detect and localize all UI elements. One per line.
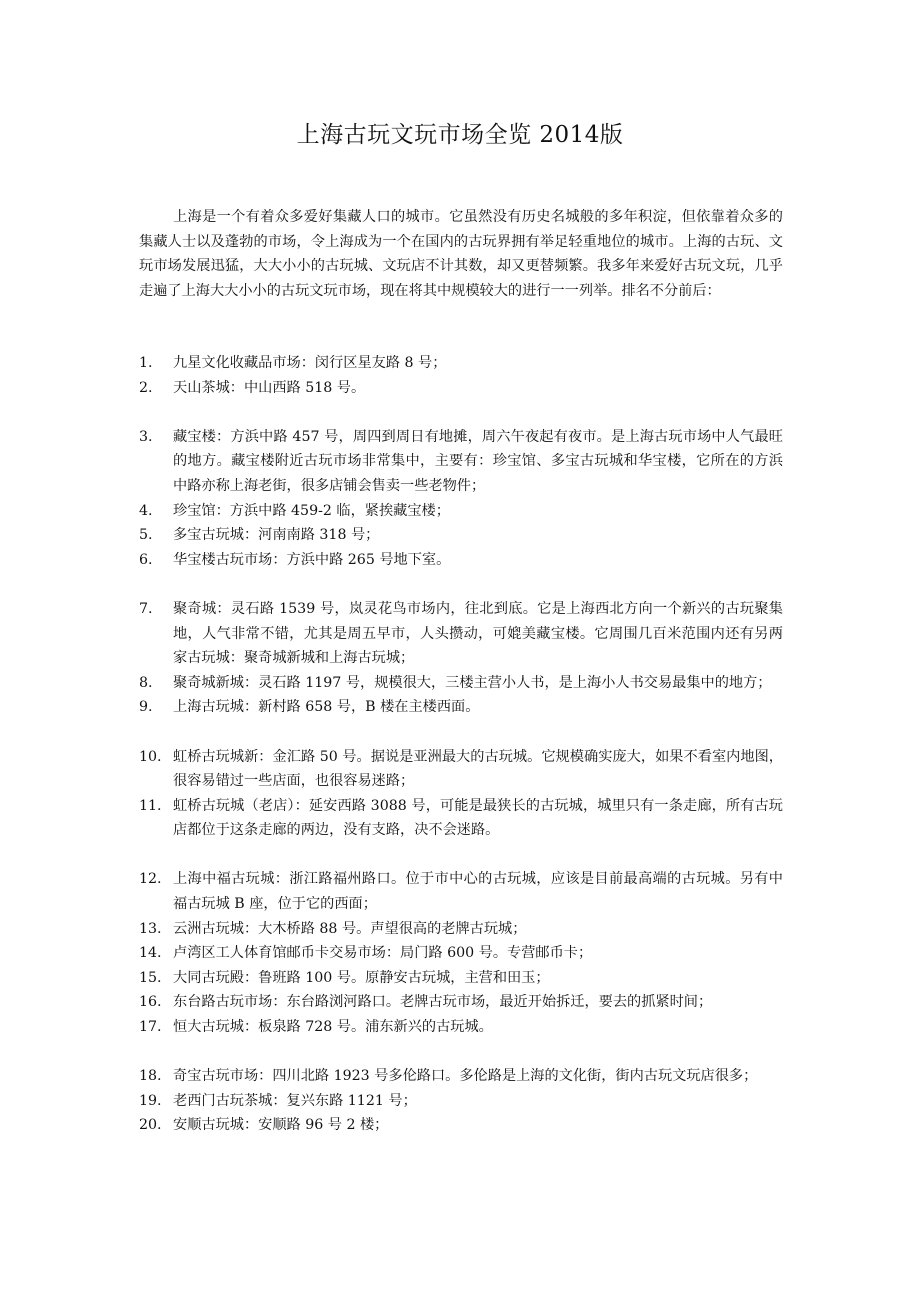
list-item (139, 351, 783, 376)
list-item-number: 14. (139, 945, 162, 962)
list-item (139, 548, 783, 573)
list-item (139, 671, 783, 696)
list-item-number: 5. (139, 527, 153, 544)
list-item (139, 990, 783, 1015)
list-item-text: 虹桥古玩城新：金汇路 50 号。据说是亚洲最大的古玩城。它规模确实庞大，如果不看室内地图，很容易错过一些店面，也很容易迷路； (173, 748, 783, 790)
list-item-text: 上海古玩城：新村路 658 号，B 楼在主楼西面。 (173, 699, 480, 716)
list-item-text: 云洲古玩城：大木桥路 88 号。声望很高的老牌古玩城； (173, 920, 527, 937)
list-item-number: 19. (139, 1092, 162, 1109)
list-item-text: 藏宝楼：方浜中路 457 号，周四到周日有地摊，周六午夜起有夜市。是上海古玩市场中人气最旺的地方。藏宝楼附近古玩市场非常集中，主要有：珍宝馆、多宝古玩城和华宝楼，它所在的方浜中路亦称上海老街，很多店铺会售卖一些老物件； (173, 428, 783, 494)
list-item-number: 8. (139, 674, 153, 691)
list-item-number: 16. (139, 994, 162, 1011)
list-item-number: 18. (139, 1068, 162, 1085)
list-item (139, 499, 783, 524)
list-item (139, 1089, 783, 1114)
list-item (139, 376, 783, 401)
list-item-text: 九星文化收藏品市场：闵行区星友路 8 号； (173, 355, 447, 371)
list-item-number: 6. (139, 551, 153, 568)
list-item-text: 安顺古玩城：安顺路 96 号 2 楼； (173, 1117, 389, 1134)
list-item (139, 917, 783, 942)
list-item (139, 523, 783, 548)
list-item-number: 10. (139, 748, 162, 765)
list-item-number: 11. (139, 797, 162, 814)
list-item-text: 奇宝古玩市场：四川北路 1923 号多伦路口。多伦路是上海的文化街，街内古玩文玩店很多； (173, 1068, 758, 1085)
list-item-text: 华宝楼古玩市场：方浜中路 265 号地下室。 (173, 551, 451, 568)
list-item-text: 东台路古玩市场：东台路浏河路口。老牌古玩市场，最近开始拆迁，要去的抓紧时间； (173, 994, 713, 1011)
document-title: 上海古玩文玩市场全览 2014版 (296, 122, 624, 148)
list-item-text: 聚奇城：灵石路 1539 号，岚灵花鸟市场内，往北到底。它是上海西北方向一个新兴的古玩聚集地，人气非常不错，尤其是周五早市，人头攒动，可媲美藏宝楼。它周围几百米范围内还有另两家古玩城：聚奇城新城和上海古玩城； (173, 600, 783, 667)
list-item-text: 珍宝馆：方浜中路 459-2 临，紧挨藏宝楼； (173, 502, 450, 519)
list-item-number: 2. (139, 379, 153, 396)
list-item-text: 多宝古玩城：河南南路 318 号； (173, 527, 380, 544)
list-item (139, 597, 783, 671)
list-item-text: 上海中福古玩城：浙江路福州路口。位于市中心的古玩城，应该是目前最高端的古玩城。另有中福古玩城 B 座，位于它的西面； (173, 871, 783, 913)
list-item-text: 大同古玩殿：鲁班路 100 号。原静安古玩城，主营和田玉； (173, 969, 550, 986)
list-item-number: 3. (139, 428, 153, 445)
list-item (139, 794, 783, 843)
list-item-number: 13. (139, 920, 162, 937)
list-item-text: 卢湾区工人体育馆邮币卡交易市场：局门路 600 号。专营邮币卡； (173, 945, 593, 962)
list-item-text: 天山茶城：中山西路 518 号。 (173, 379, 366, 396)
list-item (139, 1064, 783, 1089)
list-item (139, 941, 783, 966)
list-item-number: 1. (139, 355, 153, 371)
list-item (139, 425, 783, 499)
list-item-number: 7. (139, 600, 153, 617)
list-item (139, 745, 783, 794)
list-item (139, 695, 783, 720)
list-item (139, 966, 783, 991)
intro-paragraph: 上海是一个有着众多爱好集藏人口的城市。它虽然没有历史名城般的多年积淀，但依靠着众多的集藏人士以及蓬勃的市场，令上海成为一个在国内的古玩界拥有举足轻重地位的城市。上海的古玩、文玩市场发展迅猛，大大小小的古玩城、文玩店不计其数，却又更替频繁。我多年来爱好古玩文玩，几乎走遍了上海大大小小的古玩文玩市场，现在将其中规模较大的进行一一列举。排名不分前后： (139, 209, 783, 299)
list-item-number: 15. (139, 969, 162, 986)
list-item-number: 12. (139, 871, 162, 888)
list-item-text: 聚奇城新城：灵石路 1197 号，规模很大，三楼主营小人书，是上海小人书交易最集中的地方； (173, 674, 772, 691)
list-item (139, 1015, 783, 1040)
list-item-text: 恒大古玩城：板泉路 728 号。浦东新兴的古玩城。 (173, 1019, 493, 1036)
list-item-number: 17. (139, 1019, 162, 1036)
market-list (139, 351, 783, 1138)
list-item (139, 1113, 783, 1138)
list-item-text: 老西门古玩茶城：复兴东路 1121 号； (173, 1092, 417, 1109)
list-item (139, 867, 783, 916)
list-item-text: 虹桥古玩城（老店）：延安西路 3088 号，可能是最狭长的古玩城，城里只有一条走廊，所有古玩店都位于这条走廊的两边，没有支路，决不会迷路。 (173, 797, 783, 839)
list-item-number: 4. (139, 502, 153, 519)
list-item-number: 20. (139, 1117, 162, 1134)
list-item-number: 9. (139, 699, 153, 716)
